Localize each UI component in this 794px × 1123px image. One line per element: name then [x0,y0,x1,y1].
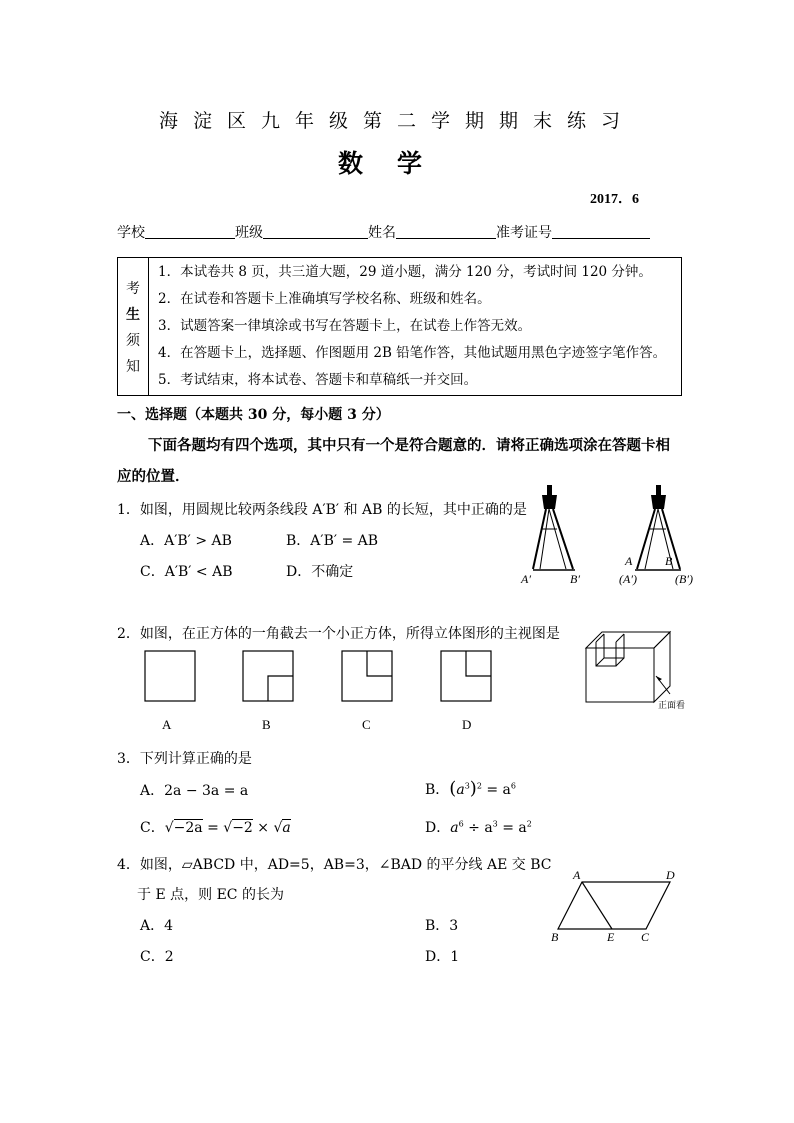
q3b-outer-exp: 2 [476,781,482,791]
section-heading: 一、选择题（本题共 30 分，每小题 3 分） [117,407,390,423]
notes-list [158,261,666,396]
exam-notes-box [117,257,682,396]
q3b-paren: ( [449,778,457,799]
q3-option-b [425,778,516,799]
q1-option-d: D．不确定 [286,564,354,580]
label-C: C [641,930,650,944]
section-instruction: 下面各题均有四个选项，其中只有一个是符合题意的．请将正确选项涂在答题卡相 [148,437,670,454]
side-char: 知 [126,358,140,375]
subject-title: 数学 [337,149,456,178]
side-char: 须 [126,332,140,349]
q3b-rhs-exp: 6 [510,781,516,791]
q3c-eq: = [207,820,219,836]
note-item: 3．试题答案一律填涂或书写在答题卡上，在试卷上作答无效。 [158,318,532,334]
exam-number-label: 准考证号 [496,225,552,241]
q3c-times: × [257,820,270,836]
label-a: A [625,554,633,568]
q2-letter-c: C [362,717,371,732]
exam-date: 2017．6 [590,192,639,207]
q3c-rad2: −2 [232,820,253,836]
sqrt-symbol: √ [164,820,174,836]
exam-title: 海淀区九年级第二学期期末练习 [158,110,635,132]
q3d-eq: = a [502,820,527,836]
label-b-prime: B′ [570,572,580,586]
sqrt-symbol: √ [223,820,233,836]
note-item: 5．考试结束，将本试卷、答题卡和草稿纸一并交回。 [158,372,478,388]
side-char: 生 [126,306,140,323]
q3d-prefix: D． [425,820,451,836]
sqrt-symbol: √ [273,820,283,836]
q3-stem: 3．下列计算正确的是 [117,751,252,767]
q3b-base: a [456,782,465,798]
q3c-rad1: −2a [173,820,203,836]
q1-option-c: C．A′B′ < AB [140,564,233,580]
label-B: B [551,930,559,944]
q3b-inner-exp: 3 [464,781,470,791]
q4-option-a: A．4 [140,918,174,934]
section-instruction-cont: 应的位置． [117,468,190,485]
q3c-prefix: C． [140,820,165,836]
note-item: 2．在试卷和答题卡上准确填写学校名称、班级和姓名。 [158,291,491,307]
q2-cube-figure [582,628,702,718]
q4-parallelogram-figure [548,865,688,945]
q4-option-c: C．2 [140,949,174,965]
label-D: D [666,868,675,882]
q4-option-b: B．3 [425,918,459,934]
q3d-e2: 3 [492,819,498,829]
q2-letter-d: D [462,717,472,732]
note-item: 1．本试卷共 8 页，共三道大题，29 道小题，满分 120 分，考试时间 120 分钟。 [158,264,652,280]
notes-side-label [118,258,149,395]
q2-option-d-view [441,651,491,701]
label-A: A [573,868,581,882]
q3-option-c [140,817,291,837]
student-info-line [117,222,650,242]
class-label: 班级 [235,225,263,241]
front-view-label: 正面看 [658,701,686,711]
note-item: 4．在答题卡上，选择题、作图题用 2B 铅笔作答，其他试题用黑色字迹签字笔作答。 [158,345,667,361]
q2-letter-b: B [262,717,271,732]
q1-stem: 1．如图，用圆规比较两条线段 A′B′ 和 AB 的长短，其中正确的是 [117,502,527,518]
q3-option-a: A．2a − 3a = a [140,783,249,799]
compass-right [635,485,681,570]
q3d-div: ÷ a [468,820,493,836]
label-b-prime-paren: (B′) [675,572,693,586]
school-blank[interactable] [145,224,235,239]
class-blank[interactable] [263,224,368,239]
q1-compass-figure [515,485,715,595]
q2-options-figure [140,648,500,738]
name-label: 姓名 [368,225,396,241]
label-a-prime: A′ [521,572,531,586]
label-b: B [665,554,673,568]
label-E: E [607,930,615,944]
q2-option-b-view [243,651,293,701]
q1-option-a: A．A′B′ > AB [140,533,232,549]
q2-letter-a: A [162,717,172,732]
side-char: 考 [126,280,140,297]
q3b-prefix: B． [425,782,450,798]
q4-stem-line1: 4．如图，▱ABCD 中，AD=5，AB=3，∠BAD 的平分线 AE 交 BC [117,857,552,873]
q2-option-a-view [145,651,195,701]
q3b-paren-close: ) [469,778,477,799]
exam-number-blank[interactable] [552,224,650,239]
q3d-e3: 2 [526,819,532,829]
name-blank[interactable] [396,224,496,239]
q3c-rad3: a [282,820,291,836]
school-label: 学校 [117,225,145,241]
q2-option-c-view [342,651,392,701]
label-a-prime-paren: (A′) [619,572,637,586]
q3d-a: a [450,820,459,836]
q3d-e1: 6 [458,819,464,829]
q4-stem-line2: 于 E 点，则 EC 的长为 [137,887,284,903]
q4-option-d: D．1 [425,949,460,965]
q2-stem: 2．如图，在正方体的一角截去一个小正方体，所得立体图形的主视图是 [117,626,560,642]
q3b-rhs: = a [486,782,511,798]
q1-option-b: B．A′B′ = AB [286,533,379,549]
q3-option-d [425,817,532,837]
compass-left [533,485,575,570]
